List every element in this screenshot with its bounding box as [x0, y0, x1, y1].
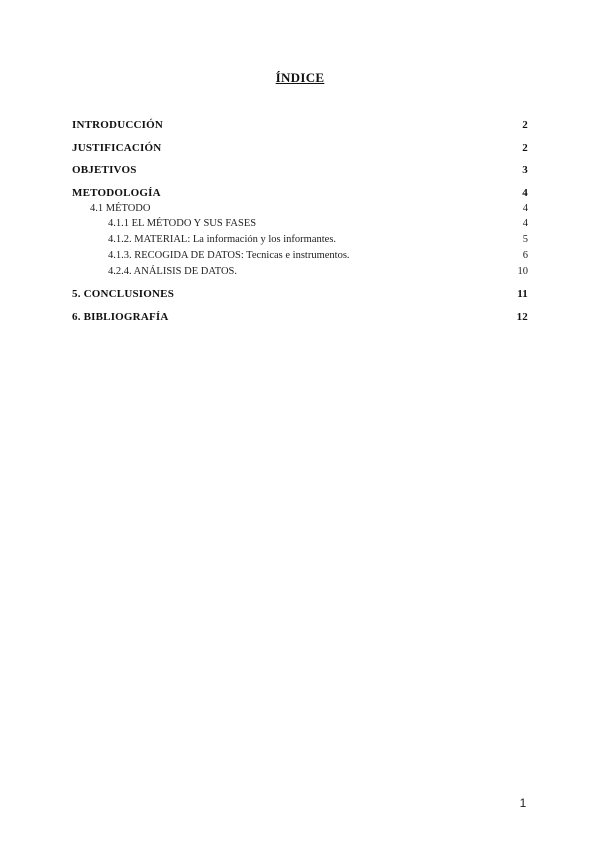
- toc-entry-label: 4.1.2. MATERIAL: La información y los informantes.: [108, 233, 337, 245]
- toc-entry-label: METODOLOGÍA: [72, 186, 161, 199]
- page-title: ÍNDICE: [275, 70, 325, 85]
- toc-entry-metodologia[interactable]: [72, 185, 528, 201]
- toc-entry-page: 4: [522, 217, 528, 229]
- toc-entry-conclusiones[interactable]: [72, 286, 528, 302]
- toc-entry-label: OBJETIVOS: [72, 164, 137, 176]
- toc-entry-label: INTRODUCCIÓN: [72, 119, 164, 131]
- toc-entry-metodo[interactable]: [72, 201, 528, 216]
- toc-entry-justificacion[interactable]: [72, 140, 528, 156]
- toc-entry-page: 2: [522, 119, 528, 131]
- table-of-contents: [72, 117, 528, 325]
- toc-entry-page: 2: [522, 141, 528, 154]
- toc-entry-label: 6. BIBLIOGRAFÍA: [72, 310, 169, 323]
- toc-entry-page: 5: [522, 233, 528, 245]
- toc-entry-label: JUSTIFICACIÓN: [72, 141, 162, 154]
- toc-entry-page: 10: [517, 265, 528, 277]
- toc-entry-recogida-datos[interactable]: [72, 248, 528, 264]
- toc-entry-page: 12: [516, 310, 528, 323]
- toc-entry-bibliografia[interactable]: [72, 309, 528, 325]
- toc-entry-metodo-fases[interactable]: [72, 216, 528, 232]
- toc-entry-material[interactable]: [72, 232, 528, 248]
- toc-entry-page: 3: [522, 164, 528, 176]
- toc-entry-label: 4.1 MÉTODO: [90, 202, 151, 214]
- toc-entry-analisis-datos[interactable]: [72, 264, 528, 280]
- toc-entry-page: 4: [522, 186, 528, 199]
- toc-entry-label: 4.1.1 EL MÉTODO Y SUS FASES: [108, 217, 257, 229]
- toc-entry-page: 4: [522, 202, 528, 214]
- toc-entry-objetivos[interactable]: [72, 162, 528, 178]
- toc-entry-label: 4.2.4. ANÁLISIS DE DATOS.: [108, 265, 238, 277]
- toc-entry-label: 5. CONCLUSIONES: [72, 288, 175, 300]
- toc-entry-label: 4.1.3. RECOGIDA DE DATOS: Tecnicas e instrumentos.: [108, 249, 350, 261]
- toc-entry-introduccion[interactable]: [72, 117, 528, 133]
- toc-entry-page: 6: [522, 249, 528, 261]
- page-number: 1: [519, 796, 527, 810]
- toc-entry-page: 11: [517, 288, 528, 300]
